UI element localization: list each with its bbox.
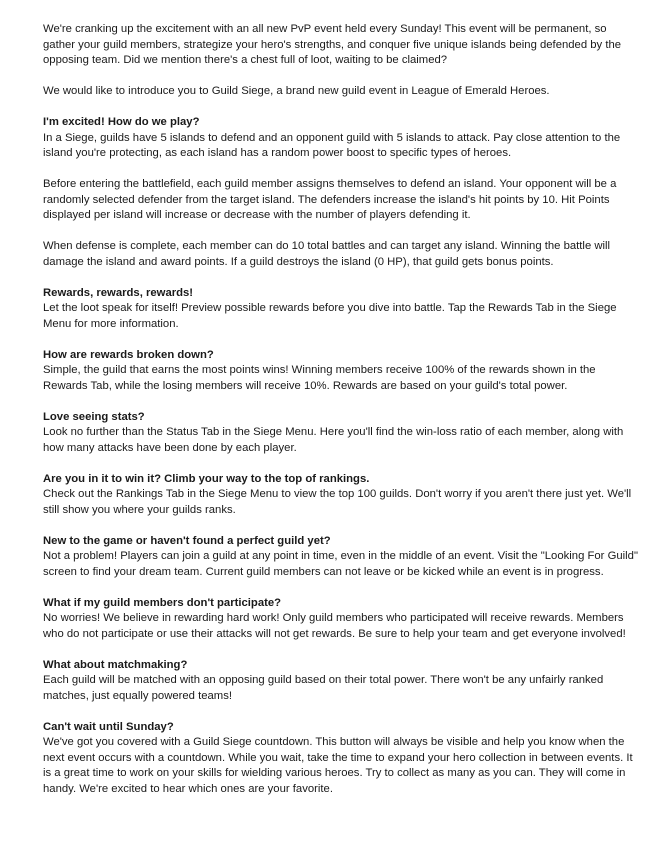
section-body [43,363,641,394]
section-heading: Are you in it to win it? Climb your way to the top of rankings. [43,472,370,485]
section-heading: Love seeing stats? [43,410,145,423]
section-paragraph: When defense is complete, each member can do 10 total battles and can target any island. Winning the battle will damage the island and award points. If a guild destroys the island (0 HP), that guild gets bonus points. [43,240,611,268]
section-heading: What about matchmaking? [43,658,188,671]
section-paragraph: Not a problem! Players can join a guild at any point in time, even in the middle of an event. Visit the "Looking For Guild" screen to find your dream team. Current guild members can not leave or be kicked while an event is in progress. [43,550,638,578]
document-page [43,22,641,813]
section-matchmaking [43,658,641,705]
section-heading: What if my guild members don't participate? [43,596,282,609]
section-paragraph: We've got you covered with a Guild Siege countdown. This button will always be visible and help you know when the next event occurs with a countdown. While you wait, take the time to expand your hero collection in between events. It is a great time to work on your skills for wielding various heroes. Try to collect as many as you can. They will come in handy. We're excited to hear which ones are your favorite. [43,736,633,795]
section-body [43,301,641,332]
section-body [43,487,641,518]
section-rankings [43,472,641,519]
section-paragraph: In a Siege, guilds have 5 islands to defend and an opponent guild with 5 islands to attack. Pay close attention to the island you're protecting, as each island has a random power boost to specific types of heroes. [43,131,621,159]
section-how-to-play [43,115,641,270]
section-body [43,425,641,456]
section-heading: I'm excited! How do we play? [43,116,200,128]
section-body [43,549,641,580]
section-paragraph: No worries! We believe in rewarding hard work! Only guild members who participated will receive rewards. Members who do not participate or use their attacks will not get rewards. Be sure to help your team and get everyone involved! [43,612,626,640]
section-paragraph: Look no further than the Status Tab in the Siege Menu. Here you'll find the win-loss ratio of each member, along with how many attacks have been done by each player. [43,426,624,454]
section-stats [43,410,641,457]
section-heading: How are rewards broken down? [43,348,214,361]
section-rewards [43,286,641,333]
section-body [43,673,641,704]
intro-paragraph-2: We would like to introduce you to Guild Siege, a brand new guild event in League of Emerald Heroes. [43,85,550,97]
section-body [43,735,641,797]
intro-paragraph-1: We're cranking up the excitement with an all new PvP event held every Sunday! This event will be permanent, so gather your guild members, strategize your hero's strengths, and conquer five unique islands being defended by the opposing team. Did we mention there's a chest full of loot, waiting to be claimed? [43,23,622,66]
section-body [43,611,641,642]
section-paragraph: Before entering the battlefield, each guild member assigns themselves to defend an island. Your opponent will be a randomly selected defender from the target island. The defenders increase the island's hit points by 10. Hit Points displayed per island will increase or decrease with the number of players defending it. [43,178,617,221]
section-participation [43,596,641,643]
section-paragraph: Each guild will be matched with an opposing guild based on their total power. There won't be any unfairly ranked matches, just equally powered teams! [43,674,604,702]
section-paragraph: Let the loot speak for itself! Preview possible rewards before you dive into battle. Tap the Rewards Tab in the Siege Menu for more information. [43,302,617,330]
section-countdown [43,720,641,798]
section-heading: Rewards, rewards, rewards! [43,286,194,299]
section-new-players [43,534,641,581]
section-paragraph: Simple, the guild that earns the most points wins! Winning members receive 100% of the rewards shown in the Rewards Tab, while the losing members will receive 10%. Rewards are based on your guild's total power. [43,364,596,392]
section-body [43,131,641,271]
section-heading: Can't wait until Sunday? [43,720,174,733]
section-paragraph: Check out the Rankings Tab in the Siege Menu to view the top 100 guilds. Don't worry if you aren't there just yet. We'll still show you where your guilds ranks. [43,488,632,516]
section-rewards-breakdown [43,348,641,395]
section-heading: New to the game or haven't found a perfect guild yet? [43,534,331,547]
